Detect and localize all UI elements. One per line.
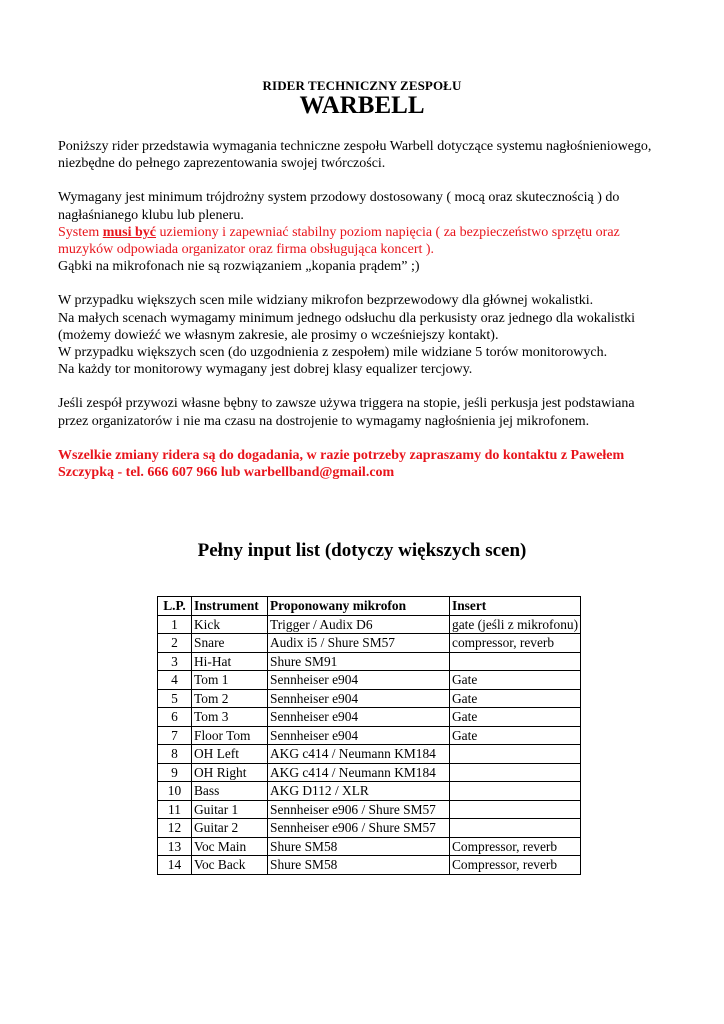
cell-microphone: AKG c414 / Neumann KM184	[268, 745, 450, 764]
intro-paragraph	[58, 138, 679, 172]
system-line: Wymagany jest minimum trójdrożny system przodowy dostosowany ( mocą oraz skutecznością ) do	[58, 190, 620, 206]
cell-microphone: Shure SM58	[268, 856, 450, 875]
cell-insert	[450, 652, 581, 671]
contact-line: Szczypką - tel. 666 607 966 lub warbellband@gmail.com	[58, 465, 395, 481]
document-title: WARBELL	[299, 92, 425, 119]
cell-microphone: AKG D112 / XLR	[268, 782, 450, 801]
table-row	[158, 671, 581, 690]
sponges-line: Gąbki na mikrofonach nie są rozwiązaniem „kopania prądem” ;)	[58, 259, 420, 275]
input-list-title: Pełny input list (dotyczy większych scen)	[197, 540, 527, 561]
cell-insert: gate (jeśli z mikrofonu)	[450, 615, 581, 634]
input-list-body	[158, 615, 581, 874]
column-header-microphone: Proponowany mikrofon	[268, 597, 450, 616]
cell-lp: 9	[158, 763, 192, 782]
table-row	[158, 615, 581, 634]
cell-instrument: OH Right	[192, 763, 268, 782]
grounding-line: muzyków odpowiada organizator oraz firma obsługująca koncert ).	[58, 242, 435, 258]
table-row	[158, 837, 581, 856]
intro-line: Poniższy rider przedstawia wymagania techniczne zespołu Warbell dotyczące systemu nagłośnieniowego,	[58, 139, 652, 154]
cell-microphone: Sennheiser e906 / Shure SM57	[268, 800, 450, 819]
cell-lp: 3	[158, 652, 192, 671]
contact-line: Wszelkie zmiany ridera są do dogadania, w razie potrzeby zapraszamy do kontaktu z Pawełem	[58, 447, 625, 463]
document-subtitle: RIDER TECHNICZNY ZESPOŁU	[262, 78, 462, 93]
cell-lp: 8	[158, 745, 192, 764]
drums-paragraph	[58, 395, 679, 429]
cell-instrument: Floor Tom	[192, 726, 268, 745]
table-row	[158, 819, 581, 838]
cell-lp: 12	[158, 819, 192, 838]
cell-insert: Gate	[450, 689, 581, 708]
cell-lp: 10	[158, 782, 192, 801]
cell-lp: 1	[158, 615, 192, 634]
monitors-line: Na małych scenach wymagamy minimum jednego odsłuchu dla perkusisty oraz jednego dla wokalistki	[58, 310, 635, 326]
cell-insert: Gate	[450, 671, 581, 690]
cell-microphone: Sennheiser e904	[268, 671, 450, 690]
cell-insert: Gate	[450, 708, 581, 727]
grounding-emphasis: musi być	[102, 224, 157, 240]
cell-microphone: Sennheiser e904	[268, 726, 450, 745]
cell-instrument: Tom 2	[192, 689, 268, 708]
cell-lp: 13	[158, 837, 192, 856]
cell-instrument: Snare	[192, 634, 268, 653]
cell-insert: Compressor, reverb	[450, 856, 581, 875]
cell-insert: compressor, reverb	[450, 634, 581, 653]
monitors-paragraph	[58, 292, 679, 378]
input-list-table	[157, 596, 581, 875]
grounding-rest: uziemiony i zapewniać stabilny poziom napięcia ( za bezpieczeństwo sprzętu oraz	[159, 224, 620, 240]
table-row	[158, 634, 581, 653]
cell-microphone: Shure SM91	[268, 652, 450, 671]
cell-lp: 6	[158, 708, 192, 727]
cell-instrument: OH Left	[192, 745, 268, 764]
cell-microphone: Sennheiser e906 / Shure SM57	[268, 819, 450, 838]
cell-microphone: Shure SM58	[268, 837, 450, 856]
table-header-row	[158, 597, 581, 616]
cell-lp: 7	[158, 726, 192, 745]
table-row	[158, 763, 581, 782]
table-row	[158, 856, 581, 875]
cell-instrument: Kick	[192, 615, 268, 634]
cell-instrument: Tom 3	[192, 708, 268, 727]
cell-lp: 4	[158, 671, 192, 690]
column-header-insert: Insert	[450, 597, 581, 616]
cell-instrument: Guitar 2	[192, 819, 268, 838]
contact-paragraph	[58, 447, 679, 481]
cell-microphone: Sennheiser e904	[268, 708, 450, 727]
cell-lp: 5	[158, 689, 192, 708]
monitors-line: Na każdy tor monitorowy wymagany jest dobrej klasy equalizer tercjowy.	[58, 362, 473, 378]
table-row	[158, 782, 581, 801]
cell-microphone: Audix i5 / Shure SM57	[268, 634, 450, 653]
system-line: nagłaśnianego klubu lub pleneru.	[58, 207, 244, 223]
grounding-prefix: System	[58, 224, 100, 240]
cell-instrument: Guitar 1	[192, 800, 268, 819]
cell-instrument: Voc Back	[192, 856, 268, 875]
cell-instrument: Voc Main	[192, 837, 268, 856]
column-header-lp: L.P.	[158, 597, 192, 616]
cell-microphone: AKG c414 / Neumann KM184	[268, 763, 450, 782]
intro-line: niezbędne do pełnego zaprezentowania swojej twórczości.	[58, 156, 386, 172]
monitors-line: (możemy dowieźć we własnym zakresie, ale prosimy o wcześniejszy kontakt).	[58, 327, 499, 343]
table-row	[158, 652, 581, 671]
cell-lp: 2	[158, 634, 192, 653]
cell-insert: Gate	[450, 726, 581, 745]
cell-microphone: Sennheiser e904	[268, 689, 450, 708]
rider-body	[58, 138, 679, 498]
cell-instrument: Tom 1	[192, 671, 268, 690]
cell-lp: 11	[158, 800, 192, 819]
monitors-line: W przypadku większych scen (do uzgodnienia z zespołem) mile widziane 5 torów monitorowych.	[58, 345, 608, 361]
monitors-line: W przypadku większych scen mile widziany mikrofon bezprzewodowy dla głównej wokalistki.	[58, 293, 594, 309]
cell-instrument: Bass	[192, 782, 268, 801]
cell-instrument: Hi-Hat	[192, 652, 268, 671]
cell-microphone: Trigger / Audix D6	[268, 615, 450, 634]
cell-insert	[450, 782, 581, 801]
drums-line: przez organizatorów i nie ma czasu na dostrojenie to wymagamy nagłośnienia jej mikrofonem.	[58, 413, 590, 429]
system-paragraph	[58, 189, 679, 275]
drums-line: Jeśli zespół przywozi własne bębny to zawsze używa triggera na stopie, jeśli perkusja jest podstawiana	[58, 396, 635, 412]
table-row	[158, 708, 581, 727]
cell-insert	[450, 800, 581, 819]
table-row	[158, 745, 581, 764]
cell-insert: Compressor, reverb	[450, 837, 581, 856]
grounding-requirement	[58, 224, 679, 241]
table-row	[158, 689, 581, 708]
cell-insert	[450, 745, 581, 764]
cell-insert	[450, 819, 581, 838]
cell-insert	[450, 763, 581, 782]
column-header-instrument: Instrument	[192, 597, 268, 616]
cell-lp: 14	[158, 856, 192, 875]
table-row	[158, 800, 581, 819]
table-row	[158, 726, 581, 745]
